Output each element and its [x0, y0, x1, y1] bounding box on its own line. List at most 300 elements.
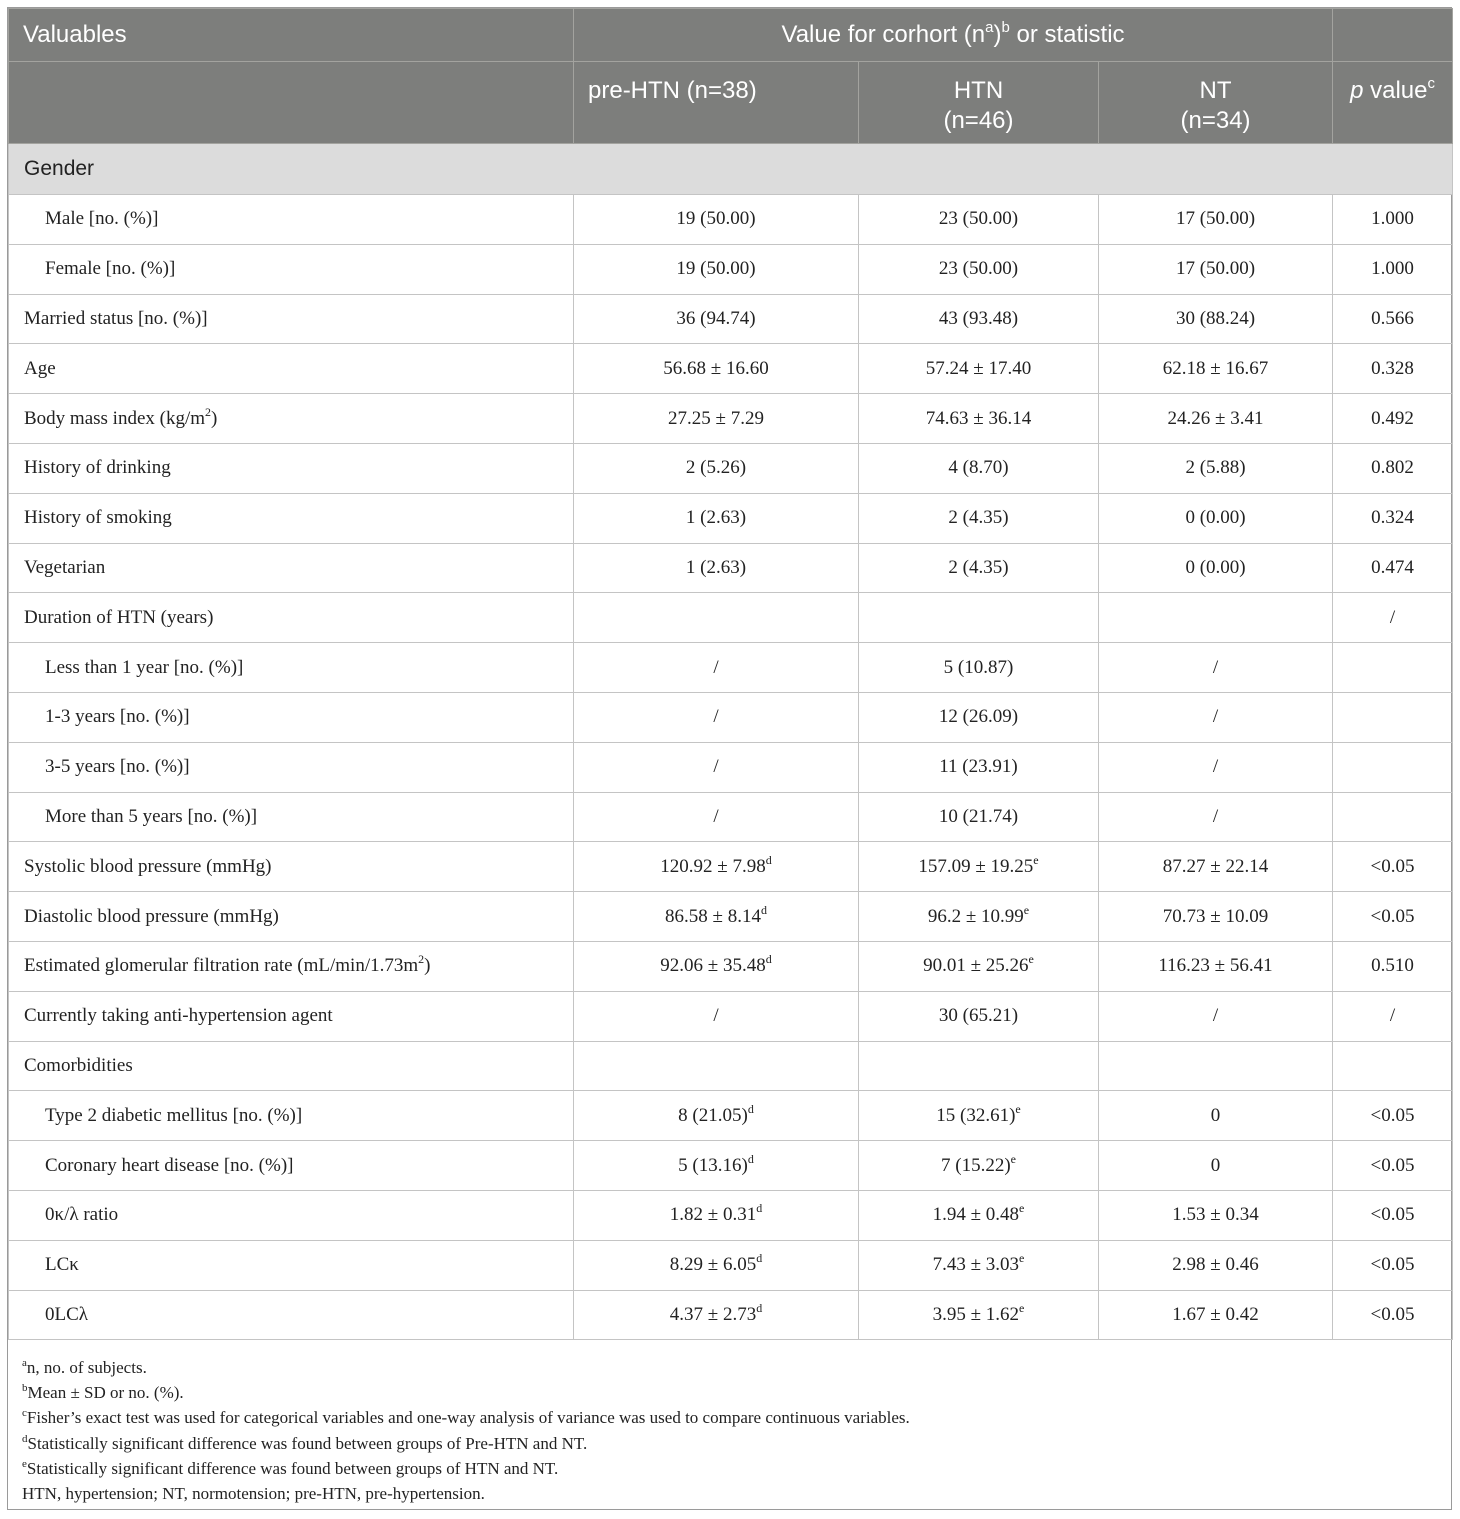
cell-prehtn-text: 92.06 ± 35.48 [660, 955, 766, 977]
cell-p-value-text: / [1389, 1005, 1396, 1027]
row-label [9, 941, 574, 991]
cell-nt [1099, 593, 1333, 643]
cell-htn [859, 991, 1099, 1041]
table-row [9, 1041, 1453, 1091]
cell-nt-text: / [1212, 1005, 1219, 1027]
cell-prehtn [574, 842, 859, 892]
col-header-empty [1333, 9, 1453, 62]
cell-htn [859, 1240, 1099, 1290]
cell-htn-superscript: e [1019, 1300, 1025, 1315]
table-container [7, 7, 1452, 1510]
cell-p-value-text: 0.474 [1371, 556, 1414, 578]
cell-prehtn-superscript: d [747, 1101, 754, 1116]
cell-nt-text: / [1212, 706, 1219, 728]
cell-nt-text: 0 (0.00) [1185, 507, 1246, 529]
cell-nt [1099, 543, 1333, 593]
cell-prehtn-text: 56.68 ± 16.60 [663, 357, 769, 379]
row-label-end: ) [211, 407, 218, 429]
row-label-text: Vegetarian [24, 556, 106, 578]
cell-nt-text: 17 (50.00) [1175, 208, 1256, 230]
group-label-prefix: Value for corhort (n [781, 21, 986, 48]
row-label-text: More than 5 years [no. (%)] [45, 805, 258, 827]
cell-prehtn-text: 27.25 ± 7.29 [668, 407, 764, 429]
row-label-text: LCκ [45, 1254, 79, 1276]
table-row [9, 244, 1453, 294]
cell-prehtn [574, 742, 859, 792]
cell-prehtn [574, 1240, 859, 1290]
cell-prehtn [574, 344, 859, 394]
cell-nt [1099, 394, 1333, 444]
cell-nt [1099, 493, 1333, 543]
row-label-text: 1-3 years [no. (%)] [45, 706, 190, 728]
cell-nt [1099, 244, 1333, 294]
group-label-close: ) [993, 21, 1002, 48]
cell-nt [1099, 1190, 1333, 1240]
cell-htn [859, 493, 1099, 543]
cell-htn [859, 195, 1099, 245]
cell-prehtn-text: 5 (13.16) [678, 1154, 748, 1176]
cell-prehtn [574, 443, 859, 493]
cell-nt [1099, 892, 1333, 942]
characteristics-table [8, 8, 1453, 1340]
cell-p-value-text: <0.05 [1370, 1204, 1415, 1226]
row-label [9, 991, 574, 1041]
row-label-text: Duration of HTN (years) [24, 606, 214, 628]
header-row-1 [9, 9, 1453, 62]
row-label-text: History of drinking [24, 457, 171, 479]
cell-nt-text: 2.98 ± 0.46 [1172, 1254, 1259, 1276]
row-label-text: Body mass index (kg/m [24, 407, 206, 429]
cell-prehtn [574, 692, 859, 742]
cell-prehtn-text: 8.29 ± 6.05 [669, 1254, 757, 1276]
row-label [9, 443, 574, 493]
cell-nt [1099, 344, 1333, 394]
group-label-suffix: or statistic [1009, 21, 1125, 48]
row-label [9, 1190, 574, 1240]
cell-htn [859, 892, 1099, 942]
cell-htn-text: 5 (10.87) [943, 656, 1014, 678]
footnote-e [22, 1456, 910, 1481]
row-label [9, 394, 574, 444]
htn-label-1: HTN [953, 77, 1004, 104]
table-row [9, 394, 1453, 444]
table-row [9, 294, 1453, 344]
cell-htn-superscript: e [1019, 1201, 1025, 1216]
row-label [9, 842, 574, 892]
row-label [9, 643, 574, 693]
col-header-nt [1099, 62, 1333, 144]
row-label [9, 1091, 574, 1141]
cell-prehtn-superscript: d [756, 1300, 763, 1315]
cell-p-value [1333, 294, 1453, 344]
cell-prehtn-text: / [713, 756, 719, 778]
col-header-valuables: Valuables [9, 9, 574, 62]
cell-prehtn-superscript: d [760, 902, 767, 917]
cell-htn-text: 10 (21.74) [938, 805, 1019, 827]
cell-prehtn-text: 36 (94.74) [676, 307, 756, 329]
cell-htn [859, 1091, 1099, 1141]
cell-prehtn [574, 1290, 859, 1340]
cell-p-value [1333, 792, 1453, 842]
cell-nt [1099, 941, 1333, 991]
cell-nt [1099, 842, 1333, 892]
cell-p-value-text: <0.05 [1370, 1104, 1415, 1126]
cell-p-value [1333, 1190, 1453, 1240]
cell-htn [859, 643, 1099, 693]
cell-p-value [1333, 593, 1453, 643]
cell-p-value [1333, 244, 1453, 294]
cell-nt-text: 87.27 ± 22.14 [1162, 855, 1269, 877]
cell-nt [1099, 294, 1333, 344]
cell-prehtn [574, 294, 859, 344]
cell-htn [859, 244, 1099, 294]
footnote-a [22, 1355, 910, 1380]
footnote-c-text: Fisher’s exact test was used for categorical variables and one-way analysis of variance was used to compare continuous variables. [26, 1408, 910, 1428]
cell-prehtn-superscript: d [747, 1151, 754, 1166]
table-row [9, 1240, 1453, 1290]
cell-p-value-text: 1.000 [1371, 258, 1414, 280]
cell-htn [859, 394, 1099, 444]
footnote-c-marker: c [22, 1407, 27, 1420]
cell-p-value [1333, 742, 1453, 792]
cell-htn-text: 23 (50.00) [938, 258, 1019, 280]
row-label [9, 244, 574, 294]
cell-p-value-text: 0.510 [1371, 955, 1414, 977]
cell-nt [1099, 1240, 1333, 1290]
cell-p-value-text: 0.328 [1371, 357, 1414, 379]
cell-nt-text: 1.67 ± 0.42 [1172, 1303, 1259, 1325]
footnote-a-text: n, no. of subjects. [26, 1358, 147, 1377]
row-label [9, 892, 574, 942]
p-label: value [1363, 77, 1428, 104]
cell-htn-text: 12 (26.09) [938, 706, 1019, 728]
table-row [9, 543, 1453, 593]
cell-htn [859, 692, 1099, 742]
cell-nt [1099, 1091, 1333, 1141]
cell-htn [859, 842, 1099, 892]
cell-prehtn [574, 643, 859, 693]
footnote-a-marker: a [22, 1357, 27, 1369]
cell-htn [859, 1041, 1099, 1091]
footnote-b [22, 1380, 910, 1405]
cell-htn [859, 792, 1099, 842]
cell-htn-text: 7 (15.22) [941, 1154, 1011, 1176]
cell-nt-text: 0 [1210, 1104, 1221, 1126]
row-label-text: Currently taking anti-hypertension agent [24, 1005, 333, 1027]
row-label [9, 1041, 574, 1091]
section-row-gender [9, 144, 1453, 195]
cell-nt-text: 24.26 ± 3.41 [1167, 407, 1264, 429]
col-header-p-value [1333, 62, 1453, 144]
cell-prehtn-text: 86.58 ± 8.14 [665, 905, 761, 927]
cell-htn-superscript: e [1019, 1251, 1025, 1266]
cell-nt [1099, 1290, 1333, 1340]
cell-nt-text: 30 (88.24) [1175, 307, 1256, 329]
cell-p-value-text: <0.05 [1370, 905, 1415, 927]
cell-prehtn-text: / [713, 656, 719, 678]
cell-nt-text: / [1212, 805, 1219, 827]
row-label-text: Female [no. (%)] [45, 258, 176, 280]
cell-nt [1099, 991, 1333, 1041]
table-row [9, 1190, 1453, 1240]
p-italic: p [1350, 77, 1364, 104]
cell-nt [1099, 742, 1333, 792]
row-label [9, 195, 574, 245]
table-row [9, 742, 1453, 792]
cell-nt [1099, 1141, 1333, 1191]
table-row [9, 941, 1453, 991]
row-label-text: Age [24, 357, 56, 379]
row-label-text: Comorbidities [24, 1054, 133, 1076]
cell-prehtn-text: 19 (50.00) [676, 258, 756, 280]
row-label-text: Systolic blood pressure (mmHg) [24, 855, 272, 877]
cell-nt-text: / [1212, 656, 1219, 678]
cell-prehtn [574, 892, 859, 942]
row-label-text: 0κ/λ ratio [45, 1204, 119, 1226]
cell-prehtn-text: 1 (2.63) [685, 556, 747, 578]
cell-nt-text: 2 (5.88) [1185, 457, 1246, 479]
cell-htn-text: 7.43 ± 3.03 [932, 1254, 1020, 1276]
cell-htn [859, 1141, 1099, 1191]
cell-p-value [1333, 892, 1453, 942]
footnotes [22, 1347, 910, 1506]
cell-htn-text: 23 (50.00) [938, 208, 1019, 230]
cell-p-value-text: 1.000 [1371, 208, 1414, 230]
cell-p-value [1333, 1141, 1453, 1191]
row-label-text: 3-5 years [no. (%)] [45, 756, 190, 778]
nt-label-1: NT [1199, 77, 1232, 104]
cell-htn-superscript: e [1033, 852, 1039, 867]
cell-p-value [1333, 1091, 1453, 1141]
cell-htn [859, 593, 1099, 643]
cell-p-value-text: 0.566 [1371, 307, 1414, 329]
cell-nt [1099, 692, 1333, 742]
cell-htn-superscript: e [1028, 952, 1034, 967]
cell-htn-superscript: e [1010, 1151, 1016, 1166]
table-row [9, 493, 1453, 543]
cell-htn-text: 96.2 ± 10.99 [927, 905, 1024, 927]
cell-nt-text: 1.53 ± 0.34 [1172, 1204, 1259, 1226]
p-sup: c [1427, 75, 1435, 92]
cell-p-value-text: 0.802 [1371, 457, 1414, 479]
group-sup-b: b [1001, 19, 1010, 36]
cell-htn-text: 74.63 ± 36.14 [925, 407, 1032, 429]
htn-label-2: (n=46) [943, 107, 1014, 134]
cell-nt [1099, 195, 1333, 245]
cell-nt-text: / [1212, 756, 1219, 778]
cell-nt [1099, 1041, 1333, 1091]
table-row [9, 1290, 1453, 1340]
table-row [9, 892, 1453, 942]
row-label-text: 0LCλ [45, 1303, 88, 1325]
row-label-text: Coronary heart disease [no. (%)] [45, 1154, 294, 1176]
table-row [9, 443, 1453, 493]
cell-p-value [1333, 344, 1453, 394]
table-row [9, 842, 1453, 892]
footnote-d [22, 1431, 910, 1456]
footnote-abbreviations: HTN, hypertension; NT, normotension; pre-HTN, pre-hypertension. [22, 1484, 485, 1504]
cell-p-value [1333, 1240, 1453, 1290]
cell-nt [1099, 443, 1333, 493]
cell-prehtn [574, 244, 859, 294]
footnote-d-text: Statistically significant difference was found between groups of Pre-HTN and NT. [27, 1433, 588, 1453]
cell-htn [859, 1190, 1099, 1240]
cell-prehtn [574, 593, 859, 643]
cell-nt-text: 0 [1210, 1154, 1221, 1176]
footnote-d-marker: d [22, 1432, 28, 1445]
cell-nt-text: 116.23 ± 56.41 [1158, 955, 1273, 977]
row-label [9, 792, 574, 842]
cell-htn-text: 2 (4.35) [948, 556, 1009, 578]
cell-prehtn-text: / [713, 805, 719, 827]
cell-p-value [1333, 443, 1453, 493]
group-sup-a: a [985, 19, 994, 36]
row-label [9, 1141, 574, 1191]
cell-p-value-text: 0.492 [1371, 407, 1414, 429]
cell-htn-text: 157.09 ± 19.25 [918, 855, 1034, 877]
cell-nt-text: 17 (50.00) [1175, 258, 1256, 280]
cell-nt-text: 0 (0.00) [1185, 556, 1246, 578]
row-label-text: Male [no. (%)] [45, 208, 159, 230]
cell-nt-text: 62.18 ± 16.67 [1162, 357, 1269, 379]
row-label-superscript: 2 [418, 952, 425, 967]
nt-label-2: (n=34) [1180, 107, 1251, 134]
cell-prehtn-superscript: d [756, 1251, 763, 1266]
footnote-b-marker: b [22, 1382, 28, 1395]
cell-p-value-text: / [1389, 606, 1396, 628]
cell-htn-text: 30 (65.21) [938, 1005, 1019, 1027]
cell-p-value-text: <0.05 [1370, 1154, 1415, 1176]
cell-prehtn [574, 394, 859, 444]
cell-p-value-text: <0.05 [1370, 855, 1415, 877]
cell-htn-text: 15 (32.61) [936, 1104, 1016, 1126]
cell-htn [859, 543, 1099, 593]
row-label [9, 294, 574, 344]
cell-htn-text: 11 (23.91) [939, 756, 1018, 778]
cell-prehtn-text: 2 (5.26) [685, 457, 747, 479]
cell-htn-text: 43 (93.48) [938, 307, 1019, 329]
table-row [9, 991, 1453, 1041]
cell-p-value-text: 0.324 [1371, 507, 1414, 529]
row-label-superscript: 2 [205, 404, 212, 419]
row-label-text: Type 2 diabetic mellitus [no. (%)] [45, 1104, 303, 1126]
cell-p-value [1333, 1041, 1453, 1091]
cell-p-value [1333, 941, 1453, 991]
cell-nt [1099, 792, 1333, 842]
table-row [9, 643, 1453, 693]
row-label [9, 1290, 574, 1340]
cell-prehtn [574, 493, 859, 543]
footnote-c [22, 1405, 910, 1430]
cell-p-value [1333, 991, 1453, 1041]
cell-prehtn [574, 195, 859, 245]
row-label [9, 543, 574, 593]
section-label-gender: Gender [9, 144, 1453, 195]
cell-p-value-text: <0.05 [1370, 1303, 1415, 1325]
row-label-text: Estimated glomerular filtration rate (mL/min/1.73m [24, 955, 419, 977]
cell-prehtn-text: / [713, 1005, 719, 1027]
header-row-2 [9, 62, 1453, 144]
cell-htn [859, 1290, 1099, 1340]
cell-prehtn-text: 8 (21.05) [678, 1104, 748, 1126]
cell-htn-superscript: e [1023, 902, 1030, 917]
cell-prehtn [574, 1190, 859, 1240]
table-body [9, 144, 1453, 1340]
row-label-text: Less than 1 year [no. (%)] [45, 656, 244, 678]
cell-p-value [1333, 1290, 1453, 1340]
cell-htn [859, 294, 1099, 344]
table-row [9, 1141, 1453, 1191]
row-label [9, 344, 574, 394]
table-row [9, 692, 1453, 742]
row-label-text: Married status [no. (%)] [24, 307, 208, 329]
row-label [9, 742, 574, 792]
cell-nt-text: 70.73 ± 10.09 [1162, 905, 1269, 927]
cell-prehtn [574, 1141, 859, 1191]
col-header-blank [9, 62, 574, 144]
row-label [9, 493, 574, 543]
footnote-b-text: Mean ± SD or no. (%). [27, 1383, 184, 1403]
cell-prehtn [574, 543, 859, 593]
cell-prehtn [574, 1041, 859, 1091]
cell-prehtn-text: 120.92 ± 7.98 [660, 855, 766, 877]
table-row [9, 792, 1453, 842]
footnote-e-text: Statistically significant difference was found between groups of HTN and NT. [26, 1458, 559, 1478]
row-label-text: History of smoking [24, 507, 172, 529]
cell-p-value-text: <0.05 [1370, 1254, 1415, 1276]
cell-htn-text: 57.24 ± 17.40 [925, 357, 1032, 379]
cell-htn-text: 4 (8.70) [948, 457, 1009, 479]
cell-p-value [1333, 195, 1453, 245]
row-label [9, 1240, 574, 1290]
row-label-text: Diastolic blood pressure (mmHg) [24, 905, 279, 927]
table-row [9, 593, 1453, 643]
row-label [9, 593, 574, 643]
cell-p-value [1333, 543, 1453, 593]
cell-prehtn-superscript: d [765, 952, 772, 967]
cell-p-value [1333, 394, 1453, 444]
cell-htn [859, 443, 1099, 493]
cell-htn-superscript: e [1015, 1101, 1021, 1116]
cell-prehtn-text: 19 (50.00) [676, 208, 756, 230]
table-row [9, 195, 1453, 245]
col-header-prehtn: pre-HTN (n=38) [574, 62, 859, 144]
cell-htn-text: 3.95 ± 1.62 [932, 1303, 1020, 1325]
cell-prehtn-text: / [713, 706, 719, 728]
cell-p-value [1333, 493, 1453, 543]
cell-htn [859, 941, 1099, 991]
cell-htn-text: 1.94 ± 0.48 [932, 1204, 1020, 1226]
footnote-e-marker: e [22, 1457, 27, 1470]
row-label [9, 692, 574, 742]
cell-prehtn-superscript: d [765, 852, 772, 867]
cell-prehtn-text: 4.37 ± 2.73 [669, 1303, 757, 1325]
table-row [9, 344, 1453, 394]
cell-prehtn [574, 792, 859, 842]
cell-prehtn [574, 1091, 859, 1141]
table-row [9, 1091, 1453, 1141]
row-label-end: ) [424, 955, 431, 977]
cell-prehtn-text: 1 (2.63) [685, 507, 747, 529]
cell-htn [859, 344, 1099, 394]
cell-prehtn [574, 941, 859, 991]
cell-prehtn-text: 1.82 ± 0.31 [669, 1204, 757, 1226]
cell-htn-text: 90.01 ± 25.26 [923, 955, 1029, 977]
col-header-group [574, 9, 1333, 62]
cell-p-value [1333, 692, 1453, 742]
cell-prehtn [574, 991, 859, 1041]
cell-nt [1099, 643, 1333, 693]
